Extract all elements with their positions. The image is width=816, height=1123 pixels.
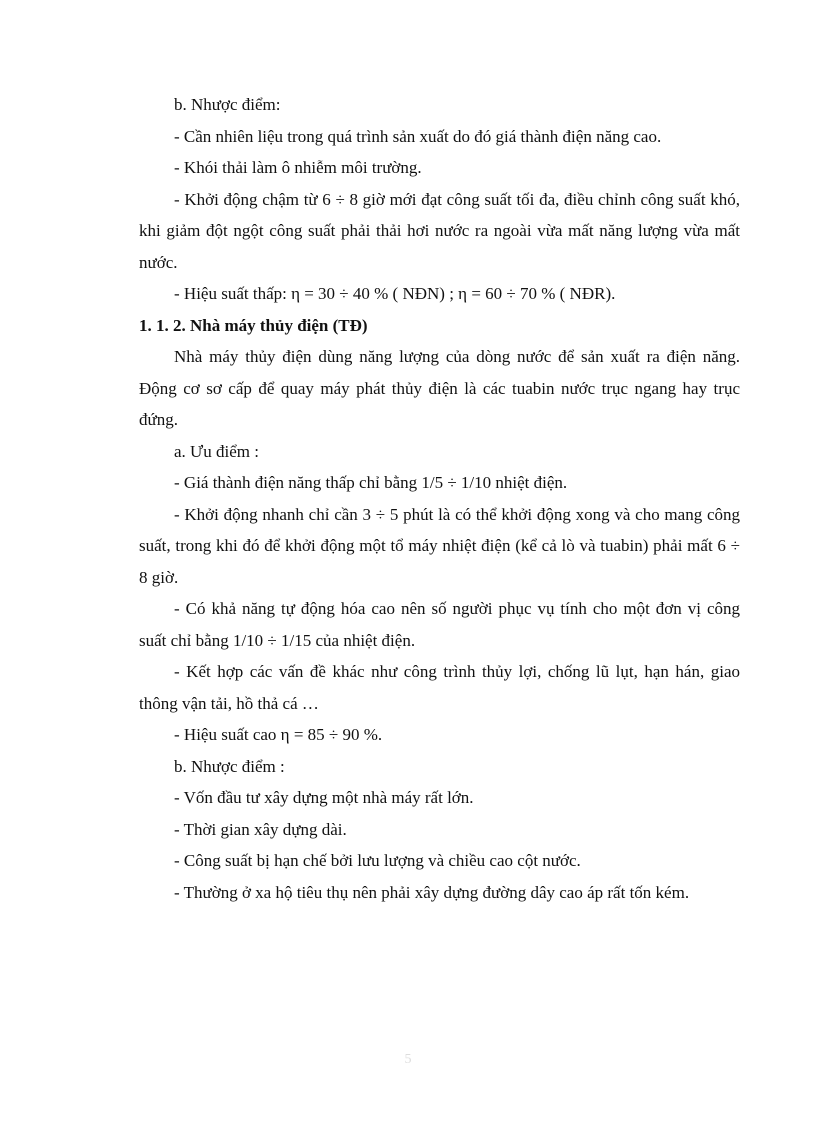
paragraph-automation: - Có khả năng tự động hóa cao nên số người phục vụ tính cho một đơn vị công suất chỉ bằng 1/10 ÷ 1/15 của nhiệt điện. (139, 599, 740, 650)
subheading-advantages: a. Ưu điểm : (174, 441, 259, 461)
paragraph-low-efficiency: - Hiệu suất thấp: η = 30 ÷ 40 % ( NĐN) ; η = 60 ÷ 70 % ( NĐR). (174, 284, 616, 303)
page-content (139, 89, 740, 908)
page-number: 5 (404, 1052, 412, 1067)
paragraph-transmission: - Thường ở xa hộ tiêu thụ nên phải xây dựng đường dây cao áp rất tốn kém. (174, 882, 690, 902)
paragraph-emissions: - Khói thải làm ô nhiễm môi trường. (174, 158, 422, 177)
paragraph-fast-start: - Khởi động nhanh chỉ cần 3 ÷ 5 phút là có thể khởi động xong và cho mang công suất, trong khi đó để khởi động một tổ máy nhiệt điện (kể cả lò và tuabin) phải mất 6 ÷ 8 giờ. (139, 504, 740, 587)
paragraph-investment: - Vốn đầu tư xây dựng một nhà máy rất lớn. (174, 788, 474, 807)
section-heading-hydropower: 1. 1. 2. Nhà máy thủy điện (TĐ) (139, 315, 368, 335)
subheading-hydro-disadvantages: b. Nhược điểm : (174, 756, 285, 776)
paragraph-slow-start: - Khởi động chậm từ 6 ÷ 8 giờ mới đạt công suất tối đa, điều chỉnh công suất khó, khi giảm đột ngột công suất phải thải hơi nước ra ngoài vừa mất năng lượng vừa mất nước. (139, 189, 740, 272)
paragraph-high-efficiency: - Hiệu suất cao η = 85 ÷ 90 %. (174, 725, 383, 744)
paragraph-fuel-cost: - Cần nhiên liệu trong quá trình sản xuất do đó giá thành điện năng cao. (174, 126, 662, 146)
subheading-disadvantages: b. Nhược điểm: (174, 95, 281, 114)
paragraph-build-time: - Thời gian xây dựng dài. (174, 819, 347, 839)
paragraph-low-cost: - Giá thành điện năng thấp chỉ bằng 1/5 ÷ 1/10 nhiệt điện. (174, 473, 568, 492)
paragraph-combined-uses: - Kết hợp các vấn đề khác như công trình thủy lợi, chống lũ lụt, hạn hán, giao thông vận tải, hồ thả cá … (139, 662, 740, 713)
paragraph-capacity-limit: - Công suất bị hạn chế bởi lưu lượng và chiều cao cột nước. (174, 851, 581, 870)
paragraph-hydropower-intro: Nhà máy thủy điện dùng năng lượng của dòng nước để sản xuất ra điện năng. Động cơ sơ cấp để quay máy phát thủy điện là các tuabin nước trục ngang hay trục đứng. (139, 347, 740, 429)
